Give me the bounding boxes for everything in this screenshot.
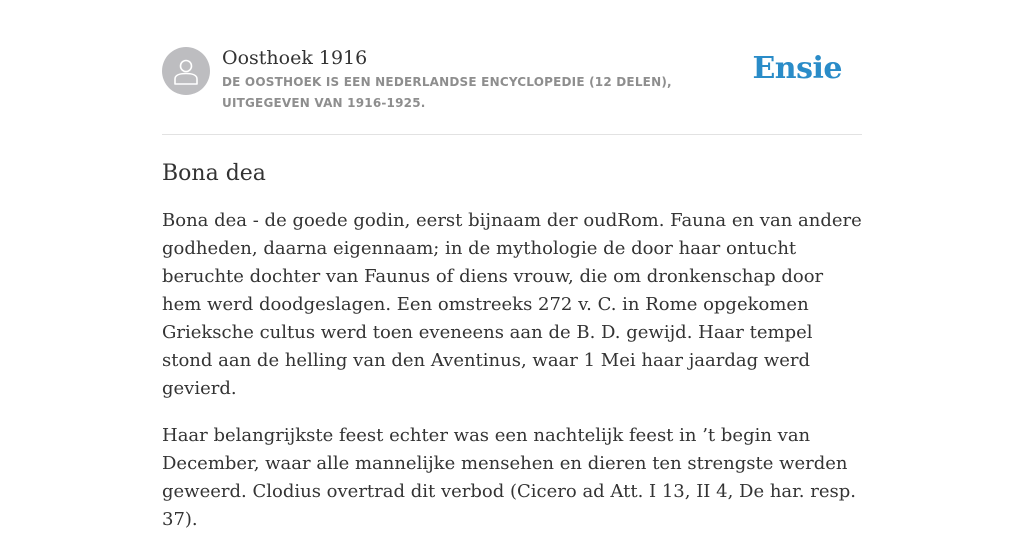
- article-paragraph: Haar belangrijkste feest echter was een nachtelijk feest in ’t begin van December, waar alle mannelijke mensehen en dieren ten strengste werden geweerd. Clodius overtrad dit verbod (Cicero ad Att. I 13, II 4, De har. resp. 37).: [162, 425, 856, 530]
- brand-logo[interactable]: Ensie: [752, 51, 842, 86]
- avatar: [162, 47, 210, 95]
- source-description: DE OOSTHOEK IS EEN NEDERLANDSE ENCYCLOPEDIE (12 DELEN), UITGEGEVEN VAN 1916-1925.: [222, 75, 672, 110]
- source-header: [162, 46, 862, 135]
- article-title: Bona dea: [162, 161, 266, 186]
- article-paragraph: Bona dea - de goede godin, eerst bijnaam der oudRom. Fauna en van andere godheden, daarna eigennaam; in de mythologie de door haar ontucht beruchte dochter van Faunus of diens vrouw, die om dronkenschap door hem werd doodgeslagen. Een omstreeks 272 v. C. in Rome opgekomen Grieksche cultus werd toen eveneens aan de B. D. gewijd. Haar tempel stond aan de helling van den Aventinus, waar 1 Mei haar jaardag werd gevierd.: [162, 210, 862, 399]
- user-icon: [173, 57, 199, 85]
- source-title[interactable]: Oosthoek 1916: [222, 47, 368, 69]
- page: [162, 0, 862, 534]
